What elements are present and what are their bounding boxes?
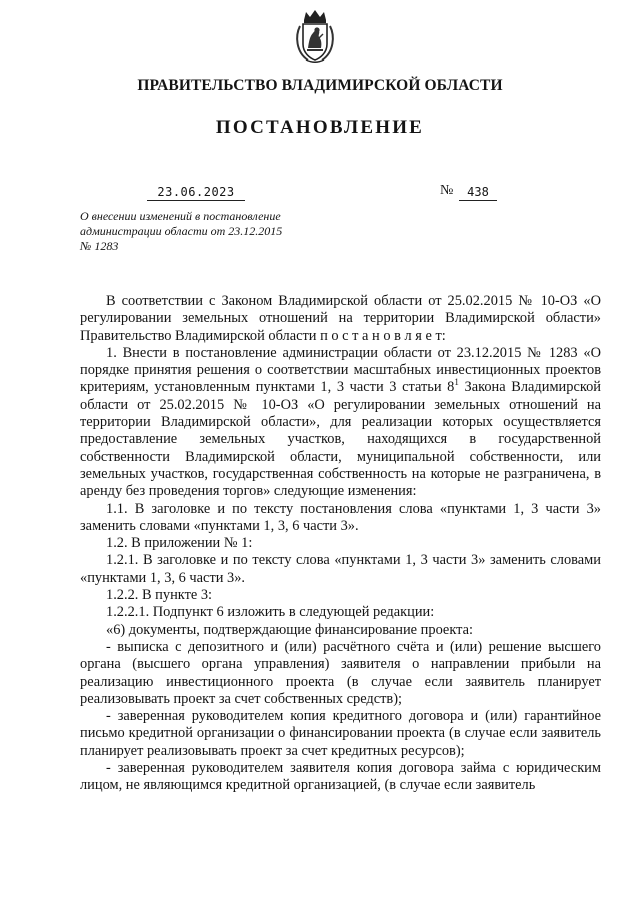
subject-line: № 1283 [80,239,119,253]
document-type-title: ПОСТАНОВЛЕНИЕ [215,117,425,138]
document-number: 438 [459,185,497,201]
document-subject [80,209,320,254]
item-1-2-1-paragraph: 1.2.1. В заголовке и по тексту слова «пунктами 1, 3 части 3» заменить словами «пунктами 1, 3, 6 части 3». [80,552,601,586]
government-name: ПРАВИТЕЛЬСТВО ВЛАДИМИРСКОЙ ОБЛАСТИ [137,77,503,94]
item-1-2-paragraph: 1.2. В приложении № 1: [106,535,253,552]
item-1-2-2-1-paragraph: 1.2.2.1. Подпункт 6 изложить в следующей редакции: [106,604,435,621]
document-date: 23.06.2023 [147,185,245,201]
subject-line: администрации области от 23.12.2015 [80,224,283,238]
bullet-paragraph: - заверенная руководителем заявителя копия договора займа с юридическим лицом, не являющимся кредитной организацией, (в случае если заявитель [80,760,601,794]
item-1-1-paragraph: 1.1. В заголовке и по тексту постановления слова «пунктами 1, 3 части 3» заменить словами «пунктами 1, 3, 6 части 3». [80,500,601,534]
item-1-text-cont: Закона Владимирской области от 25.02.2015 № 10-ОЗ «О регулировании земельных отношений на территории Владимирской области», для реализации которых осуществляется предоставление земельных участков, находящихся в государственной собственности Владимирской области, муниципальной собственности, или земельных участков, государственная собственность на которые не разграничена, в аренду без проведения торгов» следующие изменения: [80,379,601,500]
item-1-2-2-paragraph: 1.2.2. В пункте 3: [106,587,213,604]
number-label: № [440,183,454,198]
bullet-paragraph: - заверенная руководителем копия кредитного договора и (или) гарантийное письмо кредитной организации о финансировании проекта (в случае если заявитель планирует реализовывать проект за счет кредитных ресурсов); [80,708,601,759]
subject-line: О внесении изменений в постановление [80,209,281,223]
article-superscript: 1 [454,377,459,388]
coat-of-arms-icon [292,8,338,64]
subitem-6-paragraph: «6) документы, подтверждающие финансирование проекта: [106,621,473,638]
item-1-paragraph [80,345,601,501]
item-1-text: 1. Внести в постановление администрации области от 23.12.2015 № 1283 «О порядке принятия решения о соответствии масштабных инвестиционных проектов критериям, установленным пунктами 1, 3 части 3 статьи 8 [80,344,601,396]
bullet-paragraph: - выписка с депозитного и (или) расчётного счёта и (или) решение высшего органа (высшего органа управления) заявителя о направлении прибыли на реализацию инвестиционного проекта (в случае если заявитель планирует реализовывать проект за счет собственных средств); [80,638,601,707]
document-body [80,293,601,795]
preamble-paragraph: В соответствии с Законом Владимирской области от 25.02.2015 № 10-ОЗ «О регулировании земельных отношений на территории Владимирской области» Правительство Владимирской области п о с т а н о в л я е т: [80,293,601,344]
